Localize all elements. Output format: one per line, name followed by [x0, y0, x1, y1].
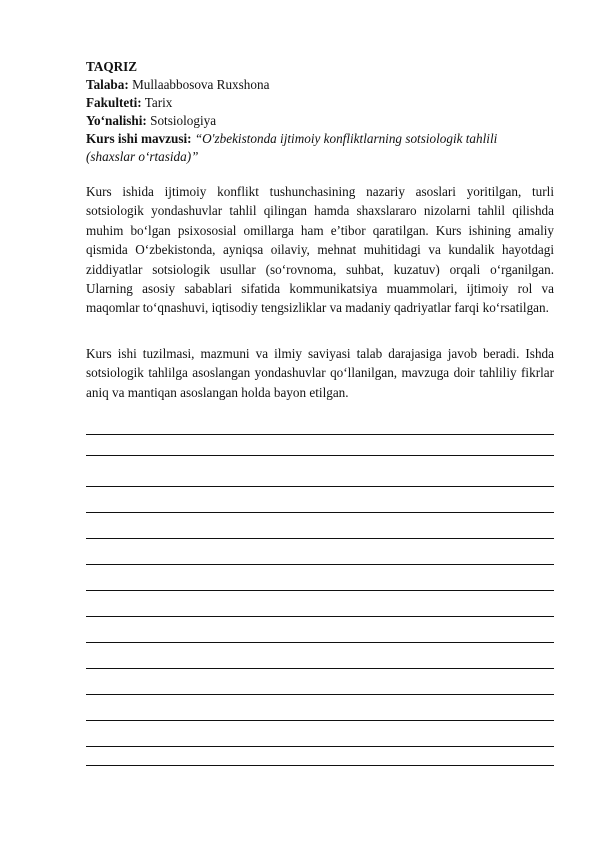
faculty-line — [86, 94, 554, 112]
student-line — [86, 76, 554, 94]
writing-line — [86, 668, 554, 669]
topic-label: Kurs ishi mavzusi: — [86, 131, 192, 146]
writing-line — [86, 746, 554, 747]
writing-line — [86, 486, 554, 487]
review-page — [86, 58, 554, 400]
writing-line — [86, 590, 554, 591]
topic-line-1: “O'zbekistonda ijtimoiy konfliktlarning sotsiologik tahlili — [194, 131, 498, 146]
writing-line — [86, 694, 554, 695]
writing-line — [86, 512, 554, 513]
writing-line — [86, 434, 554, 435]
topic-line-2: (shaxslar o‘rtasida)” — [86, 149, 199, 164]
writing-line — [86, 455, 554, 456]
direction-line — [86, 112, 554, 130]
review-paragraph-2: Kurs ishi tuzilmasi, mazmuni va ilmiy saviyasi talab darajasiga javob beradi. Ishda sotsiologik tahlilga asoslangan yondashuvlar qo‘llanilgan, mavzuga doir tahliliy fikrlar aniq va mantiqan asoslangan holda bayon etilgan. — [86, 346, 554, 400]
writing-line — [86, 616, 554, 617]
review-paragraph-1: Kurs ishida ijtimoiy konflikt tushunchasining nazariy asoslari yoritilgan, turli sotsiologik yondashuvlar tahlil qilingan hamda shaxslararo nizolarni tahlil qilishda muhim bo‘lgan psixososial omillarga ham e’tibor qaratilgan. Kurs ishining amaliy qismida O‘zbekistonda, ayniqsa oilaviy, mehnat muhitidagi va kundalik hayotdagi ziddiyatlar sotsiologik usullar (so‘rovnoma, suhbat, kuzatuv) orqali o‘rganilgan. Ularning asosiy sabablari sifatida kommunikatsiya muammolari, ijtimoiy rol va maqomlar to‘qnashuvi, iqtisodiy tengsizliklar va madaniy qadriyatlar farqi ko‘rsatilgan. — [86, 184, 554, 316]
student-name: Mullaabbosova Ruxshona — [132, 77, 270, 92]
topic-block — [86, 130, 554, 166]
faculty-value: Tarix — [144, 95, 173, 110]
direction-label: Yo‘nalishi: — [86, 113, 147, 128]
writing-line — [86, 765, 554, 766]
direction-value: Sotsiologiya — [150, 113, 217, 128]
review-heading: TAQRIZ — [86, 59, 138, 74]
faculty-label: Fakulteti: — [86, 95, 142, 110]
writing-line — [86, 564, 554, 565]
writing-line — [86, 642, 554, 643]
writing-line — [86, 720, 554, 721]
writing-line — [86, 538, 554, 539]
student-label: Talaba: — [86, 77, 129, 92]
